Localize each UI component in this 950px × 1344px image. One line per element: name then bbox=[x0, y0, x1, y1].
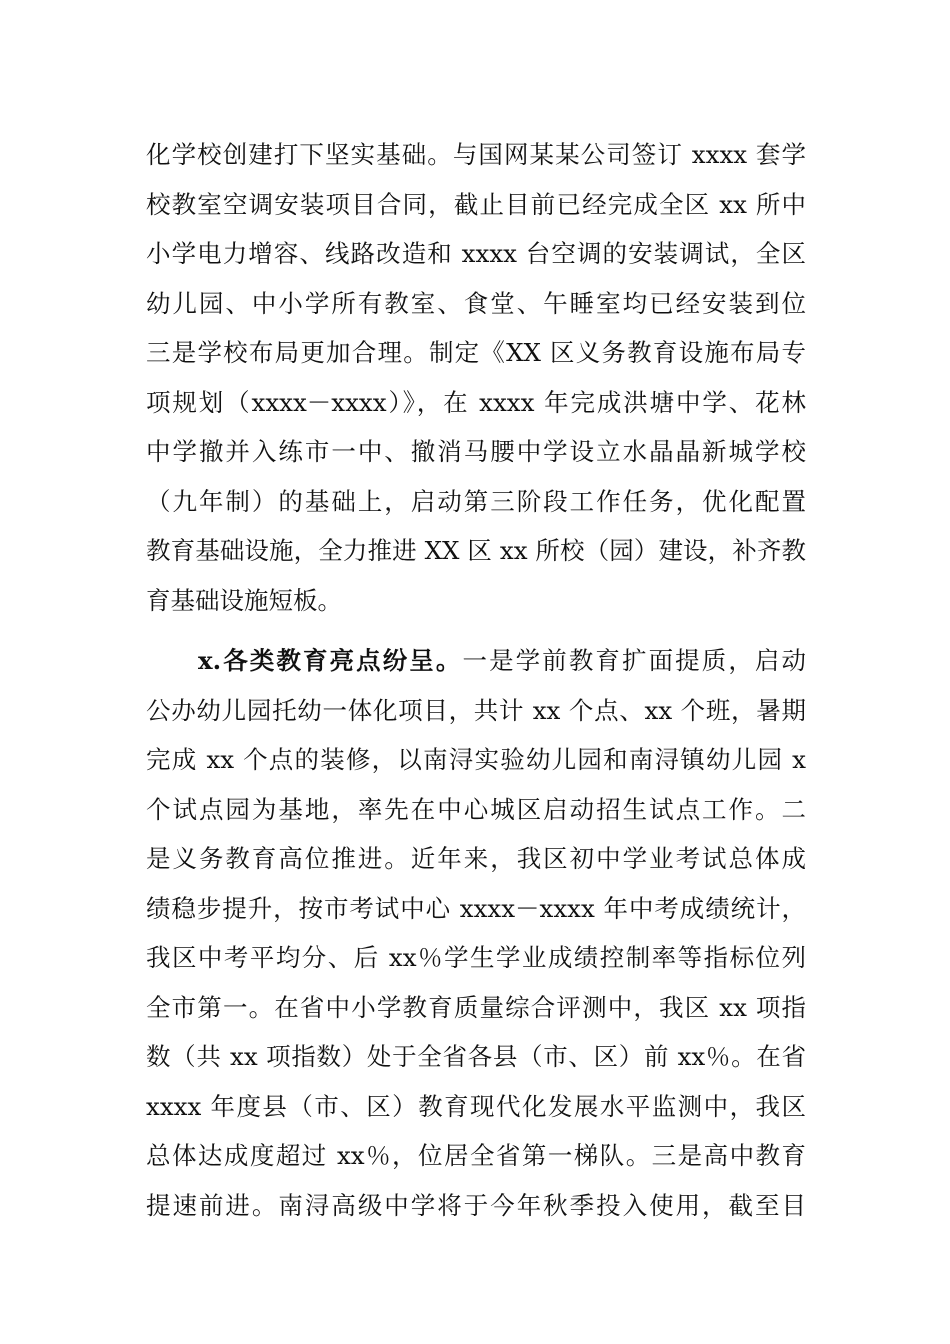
text-line: 我区中考平均分、后 xx％学生学业成绩控制率等指标位列 bbox=[146, 943, 806, 972]
text-line: 中学撤并入练市一中、撤消马腰中学设立水晶晶新城学校 bbox=[146, 437, 806, 466]
text-line: 提速前进。南浔高级中学将于今年秋季投入使用，截至目 bbox=[146, 1190, 806, 1220]
paragraph-2 bbox=[146, 636, 806, 1230]
text-line: 公办幼儿园托幼一体化项目，共计 xx 个点、xx 个班，暑期 bbox=[146, 695, 806, 725]
text-line: 育基础设施短板。 bbox=[146, 585, 342, 615]
text-line: 校教室空调安装项目合同，截止目前已经完成全区 xx 所中 bbox=[146, 189, 806, 219]
text-line: 完成 xx 个点的装修，以南浔实验幼儿园和南浔镇幼儿园 x bbox=[146, 745, 806, 774]
text-line: 项规划（xxxx－xxxx）》，在 xxxx 年完成洪塘中学、花林 bbox=[146, 387, 806, 417]
text-line: 数（共 xx 项指数）处于全省各县（市、区）前 xx％。在省 bbox=[146, 1042, 806, 1071]
text-line: 化学校创建打下坚实基础。与国网某某公司签订 xxxx 套学 bbox=[146, 140, 806, 169]
document-body bbox=[146, 130, 806, 1230]
text-line: 教育基础设施，全力推进 XX 区 xx 所校（园）建设，补齐教 bbox=[146, 536, 806, 565]
text-line: 个试点园为基地，率先在中心城区启动招生试点工作。二 bbox=[146, 794, 806, 824]
paragraph-1 bbox=[146, 130, 806, 625]
text-line: xxxx 年度县（市、区）教育现代化发展水平监测中，我区 bbox=[146, 1091, 806, 1121]
text-line: 全市第一。在省中小学教育质量综合评测中，我区 xx 项指 bbox=[146, 992, 806, 1022]
text-line-first bbox=[146, 636, 806, 686]
text-line: 总体达成度超过 xx％，位居全省第一梯队。三是高中教育 bbox=[146, 1141, 806, 1170]
text-line: 小学电力增容、线路改造和 xxxx 台空调的安装调试，全区 bbox=[146, 239, 806, 268]
text-line: 是义务教育高位推进。近年来，我区初中学业考试总体成 bbox=[146, 844, 806, 873]
text-line: 绩稳步提升，按市考试中心 xxxx－xxxx 年中考成绩统计， bbox=[146, 893, 806, 923]
text-line: 三是学校布局更加合理。制定《XX 区义务教育设施布局专 bbox=[146, 338, 806, 367]
heading-line-rest: 一是学前教育扩面提质，启动 bbox=[462, 646, 806, 675]
text-line: （九年制）的基础上，启动第三阶段工作任务，优化配置 bbox=[146, 486, 806, 516]
text-line: 幼儿园、中小学所有教室、食堂、午睡室均已经安装到位 bbox=[146, 288, 806, 318]
section-heading: x.各类教育亮点纷呈。 bbox=[198, 646, 463, 675]
